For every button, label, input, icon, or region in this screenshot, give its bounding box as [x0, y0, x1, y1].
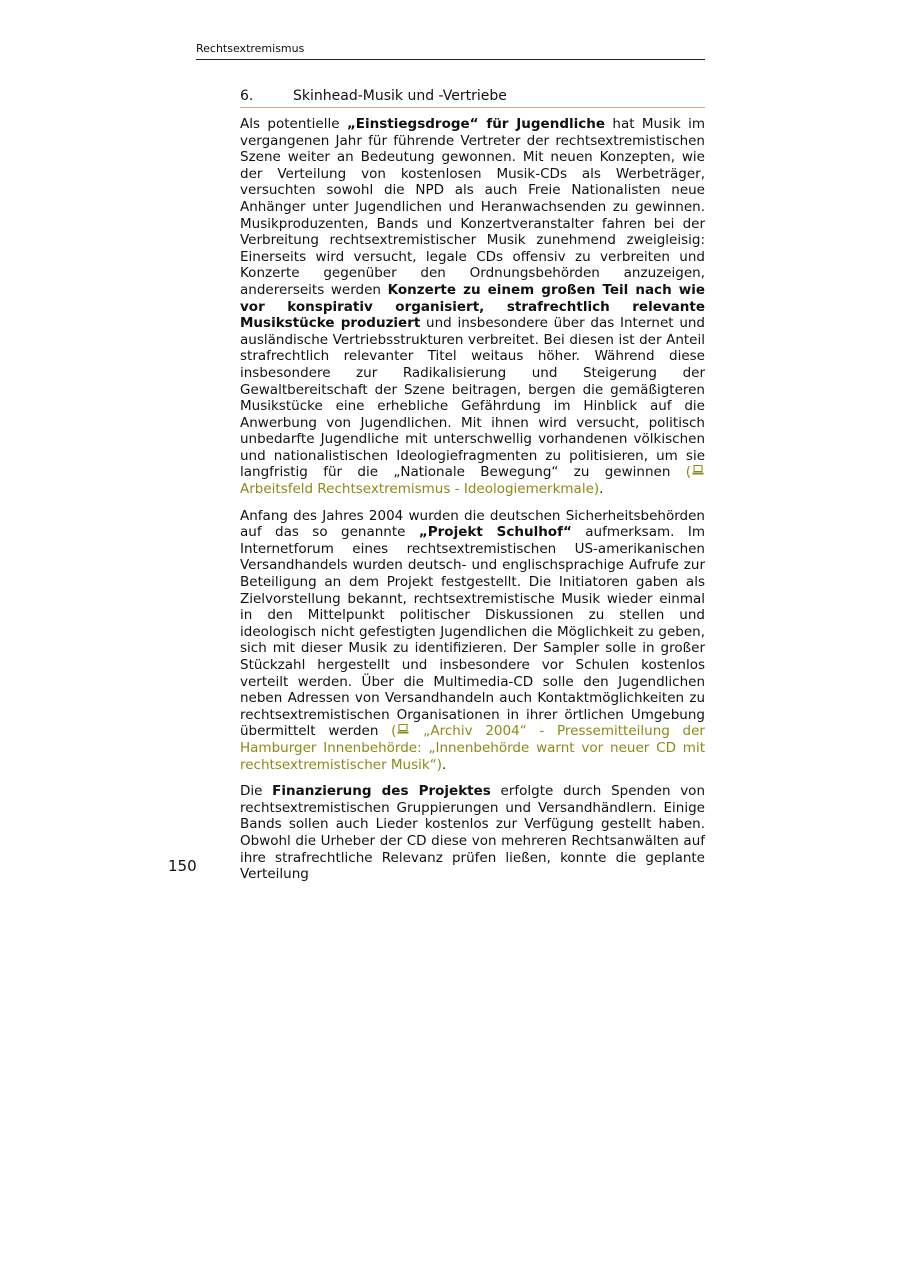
cross-reference-link[interactable]: ( [685, 464, 691, 481]
cross-reference-link[interactable]: Arbeitsfeld Rechtsextremismus - Ideologiemerkmale) [240, 481, 600, 498]
text-run: erfolgte durch Spenden von rechtsextremistischen Gruppierungen und Versandhändlern. Einige Bands sollen auch Lieder kostenlos zur Verfügung gestellt haben. Obwohl die Urheber der CD diese von mehreren Rechtsanwälten auf ihre strafrechtliche Relevanz prüfen ließen, konnte die geplante Verteilung [240, 783, 705, 883]
cross-reference-link[interactable]: ( [391, 723, 397, 740]
paragraph [240, 783, 705, 883]
running-title: Rechtsextremismus [196, 42, 305, 55]
section-number: 6. [240, 88, 254, 104]
text-run: und insbesondere über das Internet und ausländische Vertriebsstrukturen verbreitet. Bei diesen ist der Anteil strafrechtlich relevanter Titel weitaus höher. Während diese insbesondere zur Radikalisierung und Steigerung der Gewaltbereitschaft der Szene beitragen, bergen die gemäßigteren Musikstücke eine erhebliche Gefährdung im Hinblick auf die Anwerbung von Jugendlichen. Mit ihnen wird versucht, politisch unbedarfte Jugendliche mit unterschwellig vorhandenen völkischen und nationalistischen Ideologiefragmenten zu politisieren, um sie langfristig für die „Nationale Bewegung“ zu gewinnen [240, 315, 705, 481]
text-run: . [599, 481, 604, 498]
text-run: hat Musik im vergangenen Jahr für führende Vertreter der rechtsextremistischen Szene weiter an Bedeutung gewonnen. Mit neuen Konzepten, wie der Verteilung von kostenlosen Musik-CDs als Werbeträger, versuchten sowohl die NPD als auch Freie Nationalisten neue Anhänger unter Jugendlichen und Heranwachsenden zu gewinnen. Musikproduzenten, Bands und Konzertveranstalter fahren bei der Verbreitung rechtsextremistischer Musik zunehmend zweigleisig: Einerseits wird versucht, legale CDs offensiv zu verbreiten und Konzerte gegenüber den Ordnungsbehörden anzuzeigen, andererseits werden [240, 116, 705, 298]
text-run: aufmerksam. Im Internetforum eines rechtsextremistischen US-amerikanischen Versandhandels wurden deutsch- und englischsprachige Aufrufe zur Beteiligung an dem Projekt festgestellt. Die Initiatoren gaben als Zielvorstellung bekannt, rechtsextremistische Musik wieder einmal in den Mittelpunkt politischer Diskussionen zu stellen und ideologisch nicht gefestigten Jugendlichen die Möglichkeit zu geben, sich mit dieser Musik zu identifizieren. Der Sampler solle in großer Stückzahl hergestellt und insbesondere vor Schulen kostenlos verteilt werden. Über die Multimedia-CD solle den Jugendlichen neben Adressen von Versandhandeln auch Kontaktmöglichkeiten zu rechtsextremistischen Organisationen in ihrer örtlichen Umgebung übermittelt werden [240, 524, 705, 740]
cross-reference-link[interactable]: „Archiv 2004“ - Pressemitteilung der Hamburger Innenbehörde: „Innenbehörde warnt vor neuer CD mit rechtsextremistischer Musik“) [240, 723, 705, 773]
computer-icon [692, 463, 704, 472]
text-run: Die [240, 783, 273, 800]
body-text [240, 116, 705, 893]
text-run: . [441, 756, 447, 773]
section-heading [240, 88, 705, 108]
running-header [196, 42, 705, 60]
text-run: Als potentielle [240, 116, 347, 132]
paragraph [240, 116, 705, 498]
text-run: Anfang des Jahres 2004 wurden die deutschen Sicherheitsbehörden auf das so genannte [240, 507, 705, 541]
page-number: 150 [168, 857, 197, 875]
paragraph [240, 508, 705, 774]
computer-icon [397, 722, 409, 731]
section-title: Skinhead-Musik und -Vertriebe [293, 88, 507, 104]
bold-phrase: „Einstiegsdroge“ für Jugendliche [346, 116, 606, 132]
bold-phrase: Konzerte zu einem großen Teil nach wie vor konspirativ organisiert, strafrechtlich relevante Musikstücke produziert [240, 281, 705, 332]
bold-phrase: „Projekt Schulhof“ [418, 524, 572, 541]
bold-phrase: Finanzierung des Projektes [272, 783, 491, 800]
